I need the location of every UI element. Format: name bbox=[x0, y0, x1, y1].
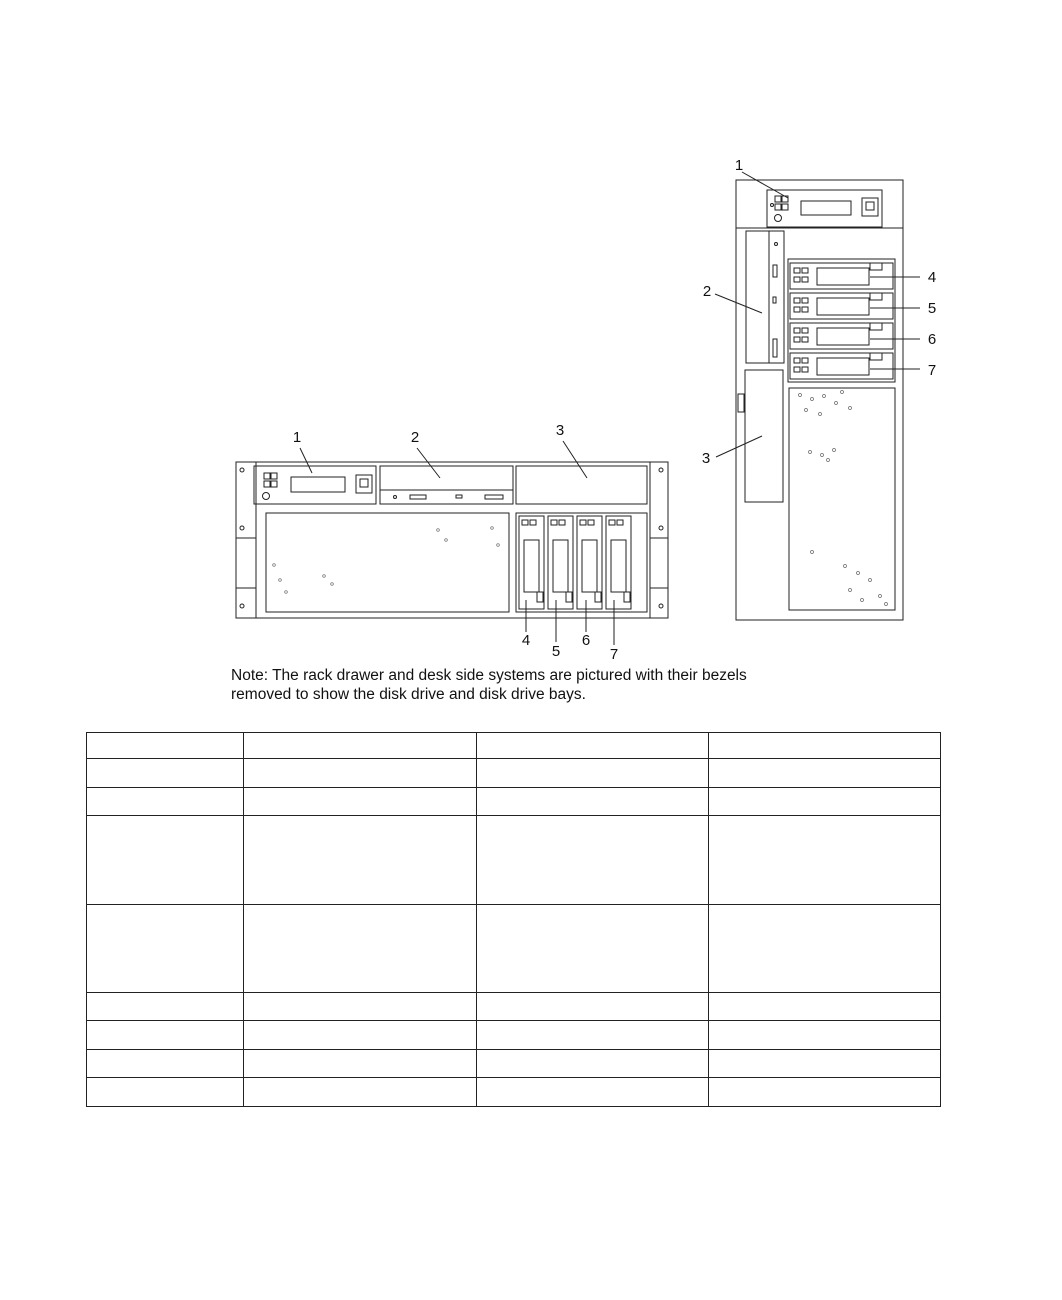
table-cell bbox=[477, 733, 709, 759]
table-cell bbox=[477, 905, 709, 993]
table-cell bbox=[709, 1021, 941, 1050]
table-cell bbox=[244, 816, 477, 905]
table-cell bbox=[244, 993, 477, 1021]
callout-rack-2: 2 bbox=[410, 429, 420, 446]
table-row bbox=[87, 759, 941, 788]
disk-drive-bays bbox=[516, 513, 647, 612]
table-row bbox=[87, 733, 941, 759]
media-bay bbox=[380, 466, 513, 504]
table-cell bbox=[87, 788, 244, 816]
table-cell bbox=[244, 1078, 477, 1107]
table-cell bbox=[87, 905, 244, 993]
callout-deskside-2: 2 bbox=[702, 283, 712, 300]
operator-panel bbox=[254, 466, 376, 504]
callout-deskside-5: 5 bbox=[927, 300, 937, 317]
table-cell bbox=[87, 816, 244, 905]
table-cell bbox=[244, 1021, 477, 1050]
vent-panel bbox=[266, 513, 509, 612]
table-cell bbox=[244, 1050, 477, 1078]
table-cell bbox=[709, 905, 941, 993]
table-cell bbox=[244, 905, 477, 993]
table-cell bbox=[709, 816, 941, 905]
table-cell bbox=[87, 733, 244, 759]
vent-panel bbox=[789, 388, 895, 610]
table-cell bbox=[709, 788, 941, 816]
table-cell bbox=[244, 759, 477, 788]
table-row bbox=[87, 905, 941, 993]
callout-rack-3: 3 bbox=[555, 422, 565, 439]
media-bay bbox=[746, 231, 784, 363]
callout-deskside-3: 3 bbox=[701, 450, 711, 467]
callout-rack-1: 1 bbox=[292, 429, 302, 446]
table-cell bbox=[477, 788, 709, 816]
callout-leaders bbox=[300, 172, 920, 645]
table-row bbox=[87, 1078, 941, 1107]
callout-deskside-1: 1 bbox=[734, 157, 744, 174]
callout-rack-4: 4 bbox=[521, 632, 531, 649]
table-cell bbox=[477, 1078, 709, 1107]
media-bay-empty bbox=[745, 370, 783, 502]
table-cell bbox=[709, 733, 941, 759]
rack-drawer-drawing bbox=[236, 462, 668, 618]
table-cell bbox=[477, 1021, 709, 1050]
table-row bbox=[87, 1021, 941, 1050]
deskside-system-drawing bbox=[736, 180, 903, 620]
table-cell bbox=[87, 1050, 244, 1078]
table-row bbox=[87, 993, 941, 1021]
callout-deskside-6: 6 bbox=[927, 331, 937, 348]
table-row bbox=[87, 816, 941, 905]
table-cell bbox=[87, 1021, 244, 1050]
table-cell bbox=[709, 1050, 941, 1078]
spec-table bbox=[86, 732, 941, 1107]
media-bay-empty bbox=[516, 466, 647, 504]
callout-deskside-7: 7 bbox=[927, 362, 937, 379]
table-cell bbox=[477, 1050, 709, 1078]
table-cell bbox=[477, 816, 709, 905]
table-cell bbox=[244, 788, 477, 816]
callout-deskside-4: 4 bbox=[927, 269, 937, 286]
table-cell bbox=[244, 733, 477, 759]
table-cell bbox=[87, 1078, 244, 1107]
table-cell bbox=[709, 759, 941, 788]
callout-rack-5: 5 bbox=[551, 643, 561, 660]
table-cell bbox=[477, 993, 709, 1021]
callout-rack-6: 6 bbox=[581, 632, 591, 649]
table-cell bbox=[87, 759, 244, 788]
figure-note: Note: The rack drawer and desk side systems are pictured with their bezels removed to show the disk drive and disk drive bays. bbox=[231, 667, 747, 703]
table-cell bbox=[709, 1078, 941, 1107]
table-cell bbox=[709, 993, 941, 1021]
callout-rack-7: 7 bbox=[609, 646, 619, 663]
table-cell bbox=[477, 759, 709, 788]
table-row bbox=[87, 1050, 941, 1078]
table-cell bbox=[87, 993, 244, 1021]
table-row bbox=[87, 788, 941, 816]
